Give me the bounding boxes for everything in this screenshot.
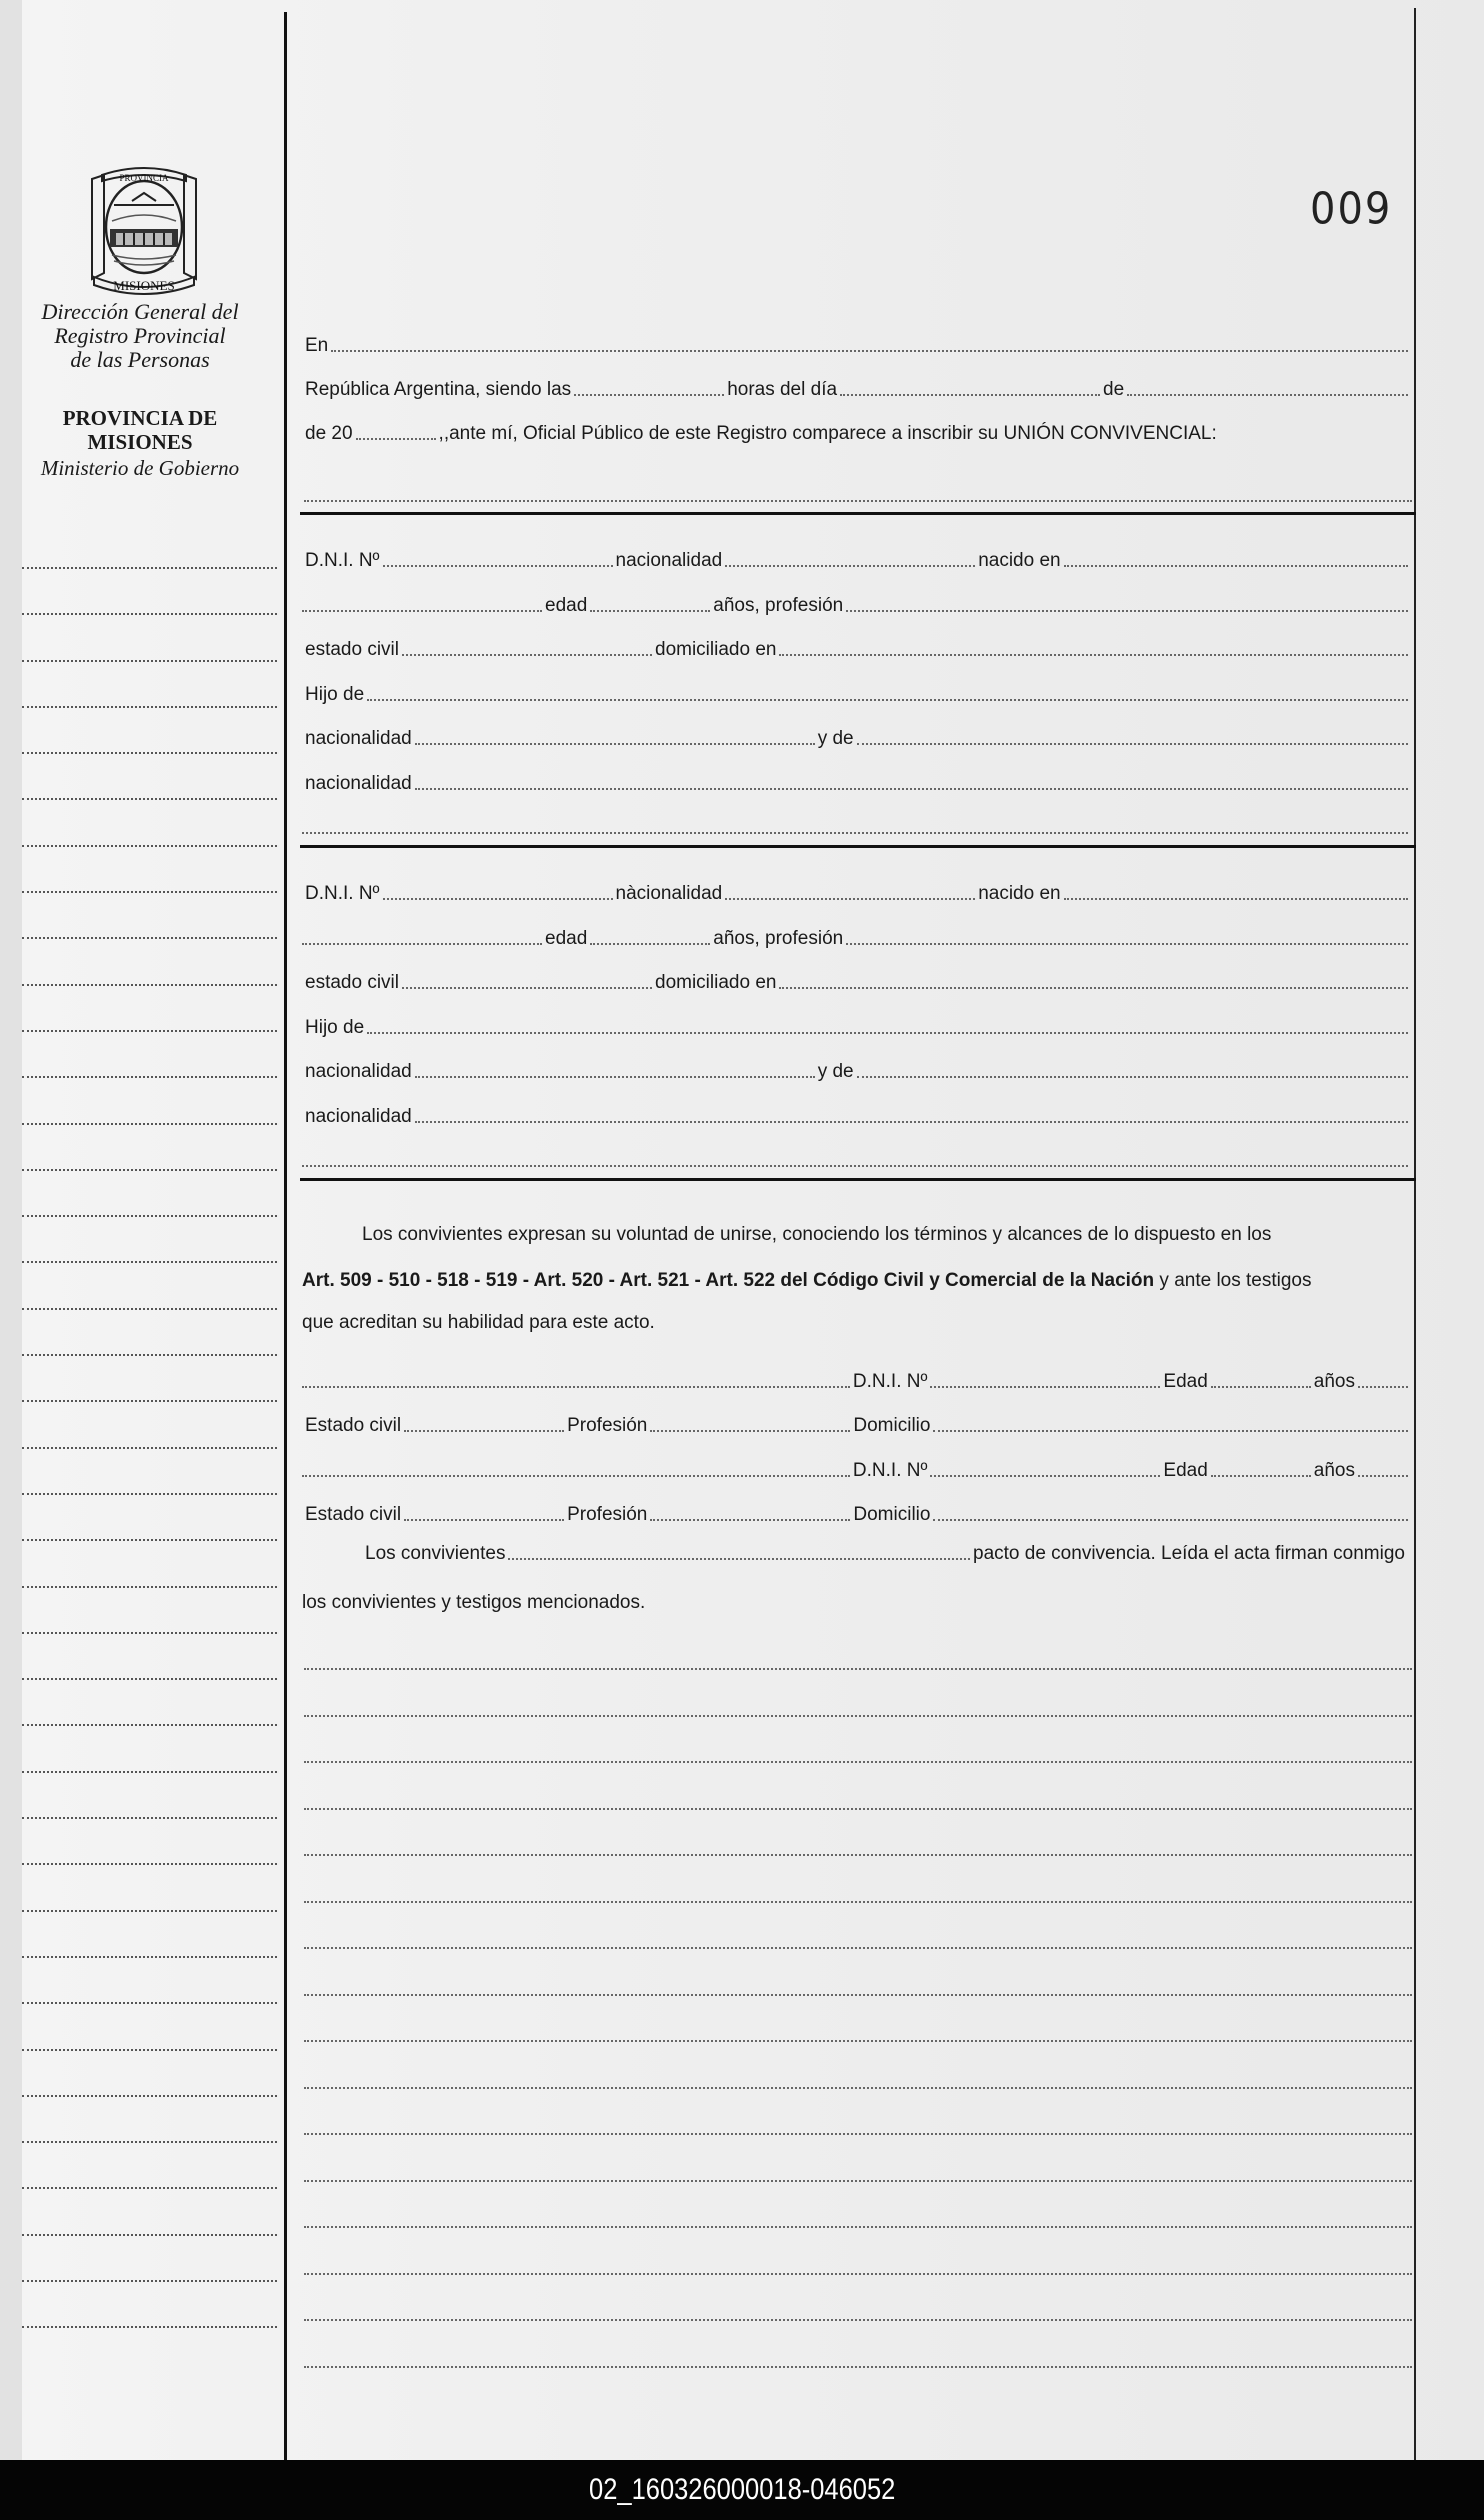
- label-de: de: [1103, 379, 1125, 400]
- field-union-convivencial[interactable]: [304, 500, 1412, 502]
- label-dni: D.N.I. Nº: [305, 550, 380, 571]
- label-edad: Edad: [1163, 1460, 1208, 1481]
- label-nacionalidad: nàcionalidad: [615, 883, 723, 904]
- observation-line[interactable]: [304, 2366, 1412, 2368]
- provincia-line: PROVINCIA DE: [62, 406, 218, 430]
- field-testigo-edad[interactable]: [1211, 1475, 1311, 1477]
- margin-note-line[interactable]: [22, 1354, 277, 1356]
- field-padre[interactable]: [367, 699, 1408, 701]
- articles-reference: Art. 509 - 510 - 518 - 519 - Art. 520 - Art. 521 - Art. 522 del Código Civil y Comercial de la Nación: [302, 1270, 1155, 1291]
- direccion-line: de las Personas: [70, 347, 210, 372]
- label-edad: edad: [545, 927, 588, 949]
- field-nacido-en[interactable]: [1064, 565, 1408, 567]
- person-1-row: [302, 723, 1408, 749]
- person-2-row: [302, 1145, 1408, 1171]
- margin-note-line[interactable]: [22, 1771, 277, 1773]
- declaration-line-3: que acreditan su habilidad para este acto.: [302, 1312, 655, 1333]
- observation-line[interactable]: [304, 1761, 1412, 1763]
- margin-note-line[interactable]: [22, 2234, 277, 2236]
- person-1-row: [302, 768, 1408, 794]
- label-en: En: [305, 335, 329, 356]
- margin-note-line[interactable]: [22, 567, 277, 569]
- label-anos-profesion: años, profesión: [713, 927, 844, 949]
- margin-note-line[interactable]: [22, 937, 277, 939]
- field-lugar-nacimiento[interactable]: [302, 943, 542, 945]
- label-nacionalidad2: nacionalidad: [305, 728, 412, 749]
- person-2-row: [302, 923, 1408, 949]
- field-testigo-edad[interactable]: [1211, 1386, 1311, 1388]
- margin-note-line[interactable]: [22, 752, 277, 754]
- margin-note-line[interactable]: [22, 1724, 277, 1726]
- section-divider: [300, 1178, 1416, 1181]
- field-nacionalidad[interactable]: [725, 898, 975, 900]
- label-profesion: Profesión: [567, 1415, 648, 1436]
- field-testigo-profesion[interactable]: [650, 1430, 850, 1432]
- field-edad[interactable]: [590, 610, 710, 612]
- margin-note-line[interactable]: [22, 1817, 277, 1819]
- section-divider: [300, 845, 1416, 848]
- witness-2-row: [302, 1455, 1408, 1481]
- margin-note-line[interactable]: [22, 1215, 277, 1217]
- field-testigo-profesion[interactable]: [650, 1519, 850, 1521]
- label-dni: D.N.I. Nº: [305, 883, 380, 904]
- label-estado-civil: estado civil: [305, 639, 399, 660]
- margin-note-line[interactable]: [22, 1863, 277, 1865]
- observation-line[interactable]: [304, 1947, 1412, 1949]
- person-1-row: [302, 634, 1408, 660]
- label-domiciliado-en: domiciliado en: [655, 972, 777, 993]
- observation-line[interactable]: [304, 2273, 1412, 2275]
- person-1-row: [302, 545, 1408, 571]
- label-anos: años: [1313, 1460, 1355, 1481]
- margin-note-line[interactable]: [22, 2280, 277, 2282]
- folio-number: 009: [1310, 183, 1393, 235]
- observation-line[interactable]: [304, 2180, 1412, 2182]
- field-dni[interactable]: [383, 898, 613, 900]
- ministerio-label: Ministerio de Gobierno: [40, 456, 240, 480]
- margin-note-line[interactable]: [22, 1493, 277, 1495]
- field-testigo-dni[interactable]: [930, 1475, 1160, 1477]
- field-nacionalidad-madre[interactable]: [415, 1121, 1408, 1123]
- margin-note-line[interactable]: [22, 984, 277, 986]
- field-dni[interactable]: [383, 565, 613, 567]
- margin-note-line[interactable]: [22, 2002, 277, 2004]
- field-nacionalidad[interactable]: [725, 565, 975, 567]
- field-nacionalidad-padre[interactable]: [415, 1076, 815, 1078]
- label-domiciliado-en: domiciliado en: [655, 639, 777, 660]
- label-nacionalidad3: nacionalidad: [305, 772, 412, 794]
- label-domicilio: Domicilio: [853, 1504, 931, 1525]
- provincia-label: [20, 406, 260, 454]
- label-dni: D.N.I. Nº: [852, 1460, 928, 1481]
- margin-rule-left: [284, 12, 287, 2460]
- field-lugar-nacimiento[interactable]: [302, 610, 542, 612]
- field-pacto[interactable]: [508, 1558, 970, 1560]
- label-nacido-en: nacido en: [978, 550, 1061, 571]
- margin-note-line[interactable]: [22, 798, 277, 800]
- field-nacionalidad-padre[interactable]: [415, 743, 815, 745]
- header-line-2: [302, 374, 1408, 400]
- person-2-row: [302, 1012, 1408, 1038]
- label-hijo-de: Hijo de: [305, 683, 365, 705]
- field-testigo-estado-civil[interactable]: [404, 1519, 564, 1521]
- section-divider: [300, 512, 1416, 515]
- margin-note-line[interactable]: [22, 1123, 277, 1125]
- observation-line[interactable]: [304, 1901, 1412, 1903]
- field-estado-civil[interactable]: [402, 654, 652, 656]
- margin-note-line[interactable]: [22, 1030, 277, 1032]
- logo-top-text: PROVINCIA: [119, 173, 169, 183]
- label-anos: años: [1313, 1371, 1355, 1392]
- closing-line-2: los convivientes y testigos mencionados.: [302, 1592, 646, 1613]
- label-anos-profesion: años, profesión: [713, 594, 844, 616]
- witness-2-row: [302, 1499, 1408, 1525]
- label-nacionalidad: nacionalidad: [615, 550, 723, 571]
- margin-note-line[interactable]: [22, 1400, 277, 1402]
- person-2-row: [302, 967, 1408, 993]
- person-2-row: [302, 1056, 1408, 1082]
- observation-line[interactable]: [304, 1994, 1412, 1996]
- margin-note-line[interactable]: [22, 2187, 277, 2189]
- field-nacionalidad-madre[interactable]: [415, 788, 1408, 790]
- label-horas-del-dia: horas del día: [727, 379, 838, 400]
- margin-note-line[interactable]: [22, 660, 277, 662]
- field-testigo-estado-civil[interactable]: [404, 1430, 564, 1432]
- margin-note-line[interactable]: [22, 1308, 277, 1310]
- header-line-1: [302, 330, 1408, 356]
- observation-line[interactable]: [304, 1668, 1412, 1670]
- label-hijo-de: Hijo de: [305, 1016, 365, 1038]
- scan-id: 02_160326000018-046052: [588, 2473, 896, 2506]
- margin-note-line[interactable]: [22, 1076, 277, 1078]
- field-domicilio[interactable]: [779, 987, 1408, 989]
- person-1-row: [302, 679, 1408, 705]
- direccion-line: Registro Provincial: [54, 323, 226, 348]
- field-edad[interactable]: [590, 943, 710, 945]
- field-padre[interactable]: [367, 1032, 1408, 1034]
- margin-note-line[interactable]: [22, 2326, 277, 2328]
- logo-bottom-text: MISIONES: [113, 278, 175, 293]
- field-profesion[interactable]: [846, 943, 1408, 945]
- field-mes[interactable]: [1127, 394, 1408, 396]
- field-anio[interactable]: [356, 438, 436, 440]
- declaration-line-1: Los convivientes expresan su voluntad de unirse, conociendo los términos y alcances de lo dispuesto en los: [362, 1224, 1272, 1245]
- field-testigo-dni[interactable]: [930, 1386, 1160, 1388]
- margin-note-line[interactable]: [22, 613, 277, 615]
- label-pacto: pacto de convivencia. Leída el acta firman conmigo: [973, 1543, 1405, 1564]
- label-y-de: y de: [817, 1061, 854, 1082]
- field-horas[interactable]: [574, 394, 724, 396]
- margin-note-line[interactable]: [22, 2141, 277, 2143]
- coat-of-arms-icon: [84, 165, 204, 295]
- scan-footer: [0, 2460, 1484, 2520]
- field-testigo-anos[interactable]: [1358, 1386, 1408, 1388]
- field-dia[interactable]: [840, 394, 1100, 396]
- margin-note-line[interactable]: [22, 1169, 277, 1171]
- margin-note-line[interactable]: [22, 1261, 277, 1263]
- closing-line-1: [302, 1538, 1408, 1564]
- label-dni: D.N.I. Nº: [852, 1371, 928, 1392]
- observation-line[interactable]: [304, 2087, 1412, 2089]
- label-nacido-en: nacido en: [978, 883, 1061, 904]
- label-y-de: y de: [817, 728, 854, 749]
- label-nacionalidad3: nacionalidad: [305, 1105, 412, 1127]
- margin-note-line[interactable]: [22, 1632, 277, 1634]
- field-domicilio[interactable]: [779, 654, 1408, 656]
- observation-line[interactable]: [304, 1854, 1412, 1856]
- margin-note-line[interactable]: [22, 891, 277, 893]
- person-1-row: [302, 590, 1408, 616]
- observation-line[interactable]: [304, 1715, 1412, 1717]
- label-estado-civil: Estado civil: [305, 1415, 402, 1436]
- margin-note-line[interactable]: [22, 1586, 277, 1588]
- label-estado-civil: Estado civil: [305, 1504, 402, 1525]
- page-edge: [0, 0, 22, 2460]
- field-testigo-nombre[interactable]: [302, 1475, 850, 1477]
- witness-1-row: [302, 1410, 1408, 1436]
- header-line-3: [302, 418, 1408, 444]
- field-nacido-en[interactable]: [1064, 898, 1408, 900]
- provincia-line: MISIONES: [87, 430, 193, 454]
- label-los-convivientes: Los convivientes: [365, 1543, 506, 1564]
- label-republica: República Argentina, siendo las: [305, 379, 572, 400]
- field-estado-civil[interactable]: [402, 987, 652, 989]
- field-extra[interactable]: [302, 832, 1408, 834]
- label-nacionalidad2: nacionalidad: [305, 1061, 412, 1082]
- direccion-line: Dirección General del: [41, 299, 239, 324]
- margin-note-line[interactable]: [22, 1539, 277, 1541]
- field-testigo-domicilio[interactable]: [933, 1519, 1408, 1521]
- field-profesion[interactable]: [846, 610, 1408, 612]
- observation-line[interactable]: [304, 2133, 1412, 2135]
- witness-1-row: [302, 1366, 1408, 1392]
- label-edad: Edad: [1163, 1371, 1208, 1392]
- margin-note-line[interactable]: [22, 845, 277, 847]
- person-1-row: [302, 812, 1408, 838]
- observation-line[interactable]: [304, 2040, 1412, 2042]
- field-testigo-domicilio[interactable]: [933, 1430, 1408, 1432]
- observation-line[interactable]: [304, 1808, 1412, 1810]
- field-testigo-anos[interactable]: [1358, 1475, 1408, 1477]
- observation-line[interactable]: [304, 2226, 1412, 2228]
- field-extra[interactable]: [302, 1165, 1408, 1167]
- declaration-line-2-rest: y ante los testigos: [1154, 1270, 1312, 1291]
- label-domicilio: Domicilio: [853, 1415, 931, 1436]
- margin-note-line[interactable]: [22, 2095, 277, 2097]
- margin-note-line[interactable]: [22, 2049, 277, 2051]
- direccion-general-label: [20, 300, 260, 372]
- label-ante-mi: ,,ante mí, Oficial Público de este Registro comparece a inscribir su UNIÓN CONVIVENCIAL:: [438, 423, 1217, 444]
- margin-note-line[interactable]: [22, 1678, 277, 1680]
- label-profesion: Profesión: [567, 1504, 648, 1525]
- field-testigo-nombre[interactable]: [302, 1386, 850, 1388]
- observation-line[interactable]: [304, 2319, 1412, 2321]
- label-de-20: de 20: [305, 423, 353, 444]
- label-edad: edad: [545, 594, 588, 616]
- declaration-line-2: [302, 1268, 1422, 1294]
- label-estado-civil: estado civil: [305, 972, 399, 993]
- field-madre[interactable]: [857, 1076, 1408, 1078]
- margin-note-line[interactable]: [22, 1956, 277, 1958]
- person-2-row: [302, 878, 1408, 904]
- margin-note-line[interactable]: [22, 1447, 277, 1449]
- person-2-row: [302, 1101, 1408, 1127]
- field-lugar[interactable]: [331, 350, 1408, 352]
- field-madre[interactable]: [857, 743, 1408, 745]
- margin-note-line[interactable]: [22, 706, 277, 708]
- margin-note-line[interactable]: [22, 1910, 277, 1912]
